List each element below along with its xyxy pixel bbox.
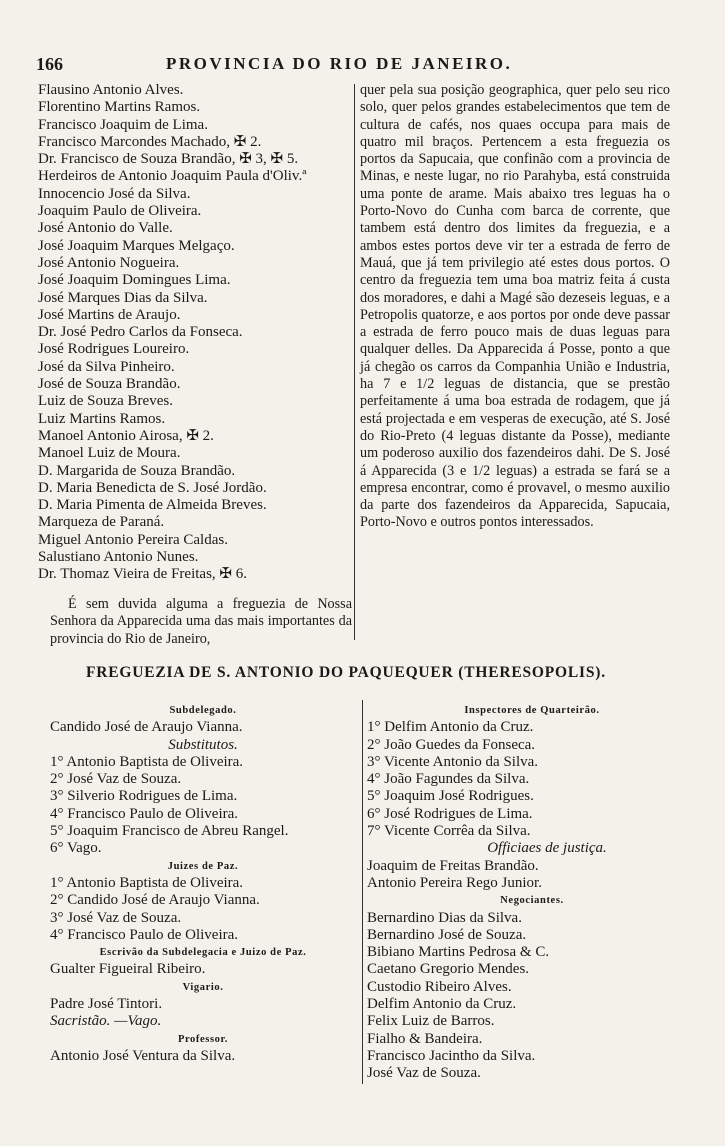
continuation-paragraph: quer pela sua posição geographica, quer pelo seu rico solo, quer pelos grandes estabelecimentos que tem de cultura de cafés, nos quaes occupa para mais de quatro mil braços. Pertencem a esta freguezia os portos da Sapucaia, que confinão com a provincia de Minas, e neste lugar, no rio Parahyba, está construida uma ponte de arame. Mais abaixo tres leguas ha o Porto-Novo do Cunha com barca de corrente, que tambem está dentro dos limites da freguezia, e a ambos estes portos deve vir ter a estrada de ferro de Mauá, que já tem privilegio até estes dous portos. O centro da freguezia tem uma boa matriz feita á custa dos moradores, e dahi a Magé são dezeseis leguas, e a Petropolis quatorze, e aos portos por onde deve passar a estrada de ferro pouco mais de duas leguas para qualquer delles. Da Apparecida á Posse, ponto a que já chegão os carros da Companhia União e Industria, ha 7 e 1/2 leguas de distancia, que se prestão perfeitamente á uma boa estrada de rodagem, que já está projectada e em vesperas de execução, até S. José do Rio-Preto (4 leguas distante da Posse), mediante um poderoso auxilio dos fazendeiros dahi. De S. José á Apparecida (3 e 1/2 leguas) a estrada se fará se a empresa encontrar, como é provavel, o mesmo auxilio da parte dos fazendeiros da Apparecida, Sapucaia, Porto-Novo e outros pontos interessados. [360,82,670,531]
list-item: Francisco Joaquim de Lima. [38,116,208,133]
list-item: José de Souza Brandão. [38,376,181,393]
inspector-item: 2° João Guedes da Fonseca. [367,736,536,753]
inspector-item: 6° José Rodrigues de Lima. [367,805,533,822]
list-item: D. Maria Pimenta de Almeida Breves. [38,497,267,514]
list-item: Francisco Marcondes Machado, ✠ 2. [38,133,262,150]
negociante-item: Custodio Ribeiro Alves. [367,978,512,995]
section-left-column [50,702,356,1065]
lead-paragraph: É sem duvida alguma a freguezia de Nossa Senhora da Apparecida uma das mais importantes da provincia do Rio de Janeiro, [50,596,352,647]
inspectores-heading: Inspectores de Quarteirão. [464,705,600,716]
subdelegado-name: Candido José de Araujo Vianna. [50,719,243,736]
list-item: Flausino Antonio Alves. [38,82,184,98]
negociante-item: José Vaz de Souza. [367,1065,481,1082]
list-item: Florentino Martins Ramos. [38,99,201,116]
negociante-item: Delfim Antonio da Cruz. [367,996,517,1013]
list-item: Joaquim Paulo de Oliveira. [38,203,202,220]
professor-name: Antonio José Ventura da Silva. [50,1047,236,1064]
inspector-item: 7° Vicente Corrêa da Silva. [367,823,531,840]
negociantes-list [367,910,687,1083]
vigario-name: Padre José Tintori. [50,996,163,1013]
page-number: 166 [36,54,63,74]
juiz-item: 4° Francisco Paulo de Oliveira. [50,926,239,943]
inspector-item: 1° Delfim Antonio da Cruz. [367,719,534,736]
juiz-item: 3° José Vaz de Souza. [50,909,182,926]
list-item: Innocencio José da Silva. [38,185,191,202]
negociante-item: Felix Luiz de Barros. [367,1013,495,1030]
list-item: Dr. Thomaz Vieira de Freitas, ✠ 6. [38,566,247,583]
list-item: Marqueza de Paraná. [38,514,165,531]
list-item: Herdeiros de Antonio Joaquim Paula d'Oliv.ª [38,168,307,185]
substituto-item: 2° José Vaz de Souza. [50,771,182,788]
substitutos-list [50,754,356,858]
list-item: Dr. José Pedro Carlos da Fonseca. [38,324,243,341]
list-item: José Joaquim Marques Melgaço. [38,237,235,254]
inspector-item: 3° Vicente Antonio da Silva. [367,753,539,770]
inspectores-list [367,719,687,840]
juiz-item: 2° Candido José de Araujo Vianna. [50,892,260,909]
juiz-item: 1° Antonio Baptista de Oliveira. [50,874,244,891]
list-item: D. Margarida de Souza Brandão. [38,462,236,479]
list-item: Miguel Antonio Pereira Caldas. [38,531,228,548]
list-item: Luiz de Souza Breves. [38,393,173,410]
substituto-item: 5° Joaquim Francisco de Abreu Rangel. [50,823,289,840]
list-item: Manoel Luiz de Moura. [38,445,181,462]
section-column-divider [362,700,363,1084]
negociante-item: Fialho & Bandeira. [367,1030,483,1047]
list-item: José da Silva Pinheiro. [38,358,175,375]
escrivao-name: Gualter Figueiral Ribeiro. [50,961,206,978]
list-item: Dr. Francisco de Souza Brandão, ✠ 3, ✠ 5. [38,151,299,168]
list-item: José Antonio do Valle. [38,220,173,237]
negociante-item: Bernardino José de Souza. [367,926,527,943]
list-item: José Antonio Nogueira. [38,254,180,271]
escrivao-heading: Escrivão da Subdelegacia e Juizo de Paz. [99,947,307,959]
negociante-item: Francisco Jacintho da Silva. [367,1047,536,1064]
inspector-item: 5° Joaquim José Rodrigues. [367,788,534,805]
page-header [36,54,684,80]
column-divider [354,84,355,640]
list-item: D. Maria Benedicta de S. José Jordão. [38,479,267,496]
list-item: José Martins de Araujo. [38,306,181,323]
substituto-item: 3° Silverio Rodrigues de Lima. [50,788,238,805]
subdelegado-heading: Subdelegado. [169,705,237,716]
substituto-item: 4° Francisco Paulo de Oliveira. [50,805,239,822]
list-item: José Rodrigues Loureiro. [38,341,190,358]
juizes-heading: Juizes de Paz. [167,860,239,872]
substituto-item: 1° Antonio Baptista de Oliveira. [50,753,244,770]
officiaes-list [367,858,687,893]
substituto-item: 6° Vago. [50,840,102,857]
juizes-list [50,875,356,944]
negociante-item: Bibiano Martins Pedrosa & C. [367,944,550,961]
substitutos-heading: Substitutos. [168,736,238,753]
list-item: José Marques Dias da Silva. [38,289,208,306]
professor-heading: Professor. [177,1033,229,1045]
section-right-column [367,702,687,1083]
names-list [38,82,350,584]
official-item: Antonio Pereira Rego Junior. [367,874,542,891]
negociante-item: Bernardino Dias da Silva. [367,909,522,926]
list-item: Manoel Antonio Airosa, ✠ 2. [38,427,214,444]
vigario-heading: Vigario. [182,981,224,993]
list-item: Luiz Martins Ramos. [38,410,166,427]
page-title: PROVINCIA DO RIO DE JANEIRO. [166,54,513,73]
inspector-item: 4° João Fagundes da Silva. [367,771,530,788]
negociantes-heading: Negociantes. [500,895,564,907]
list-item: Salustiano Antonio Nunes. [38,549,199,566]
officiaes-heading: Officiaes de justiça. [487,840,607,857]
section-title: FREGUEZIA DE S. ANTONIO DO PAQUEQUER (THERESOPOLIS). [86,664,606,681]
sacristao-line: Sacristão. —Vago. [50,1013,162,1030]
negociante-item: Caetano Gregorio Mendes. [367,961,530,978]
official-item: Joaquim de Freitas Brandão. [367,857,539,874]
list-item: José Joaquim Domingues Lima. [38,272,231,289]
